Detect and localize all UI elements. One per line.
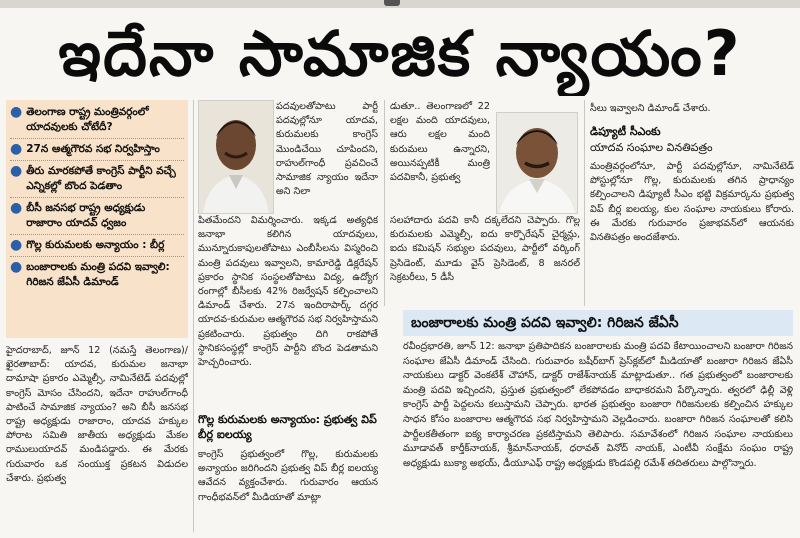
divider	[10, 197, 184, 198]
article-column-4-top	[590, 102, 794, 118]
highlight-item	[10, 164, 184, 194]
box-headline: బంజారాలకు మంత్రి పదవి ఇవ్వాలి: గిరిజన జేఏసీ	[403, 310, 793, 336]
bullet-icon: ●	[10, 141, 23, 157]
bullet-icon: ●	[10, 104, 23, 120]
highlight-item	[10, 142, 184, 157]
highlight-text: గొల్ల కురుమలకు అన్యాయం : బీర్ల	[26, 239, 165, 251]
article-column-2-top	[276, 100, 378, 212]
bullet-icon: ●	[10, 163, 23, 179]
subheading-yadava-petition: యాదవ సంఘాల వినతిపత్రం	[590, 141, 713, 154]
box-article	[403, 340, 793, 534]
article-text: సలహాదారు పదవి కానీ దక్కలేదని చెప్పారు. గొల్ల కురుమలకు ఎమ్మెల్సీ, ఐదు కార్పొరేషన్ చైర్మన్లు, ఐదు కమిషన్ సభ్యుల పదవులు, పార్టీలో వర్కింగ్ ప్రెసిడెంట్, మూడు వైస్ ప్రెసిడెంట్, 8 జనరల్ సెక్రటరీలు, 5 డీసీ	[390, 215, 580, 283]
column-rule	[193, 100, 194, 532]
headline: ఇదేనా సామాజిక న్యాయం?	[58, 17, 742, 90]
divider	[10, 160, 184, 161]
divider	[10, 256, 184, 257]
portrait-image	[199, 101, 273, 213]
highlight-item	[10, 105, 184, 135]
photo-beerla-ilaiah	[496, 112, 578, 214]
page-top-bar	[0, 0, 800, 8]
article-text: సీలు ఇవ్వాలని డిమాండ్ చేశారు.	[590, 103, 711, 114]
highlight-text: తీరు మారకపోతే కాంగ్రెస్ పార్టీని వచ్చే ఎన్నికల్లో బొంద పెడతాం	[26, 165, 176, 192]
article-column-2	[198, 214, 378, 408]
column-rule	[384, 100, 385, 306]
bullet-icon: ●	[10, 259, 23, 275]
article-text: రవీంద్రభారతి, జూన్ 12: జనాభా ప్రతిపాదికన బంజారాలకు మంత్రి పదవి కేటాయించాలని బంజారా గిరిజన సంఘాల జేఏసీ డిమాండ్ చేసింది. గురువారం బషీర్‌బాగ్ ప్రెస్‌క్లబ్‌లో మీడియాతో బంజారా గిరిజన జేఏసీ నాయకులు డాక్టర్ వెంకటేశ్ చౌహాన్, డాక్టర్ రాజేశ్‌నాయక్ మాట్లాడుతూ.. గత ప్రభుత్వంలో బంజారాలకు మంత్రి పదవి ఇచ్చిందని, ప్రస్తుత ప్రభుత్వంలో లేకపోవడం బాధాకరమని పేర్కొన్నారు. త్వరలో ఢిల్లీ వెళ్లి కాంగ్రెస్ పార్టీ పెద్దలను కలుస్తామని చెప్పారు. భారత ప్రభుత్వం బంజారా గిరిజనులకు కల్పించిన హక్కుల సాధన కోసం బంజారాల ఆత్మగౌరవ సభ నిర్వహిస్తామని వెల్లడించారు. బంజారా గిరిజన సంఘాలతో కలిసి పార్టీలకతీతంగా ఐక్య కార్యాచరణ ప్రకటిస్తామని తెలిపారు. సమావేశంలో గిరిజన సంఘాల నాయకులు మూడావత్ కార్తీక్‌నాయక్, శ్రీమాన్‌నాయక్, ధరావత్ వినోద్ నాయక్, ఎంటీవీ సంక్షేమ సంఘం రాష్ట్ర అధ్యక్షుడు బుక్యా అభయ్, డీయూఎఫ్ రాష్ట్ర అధ్యక్షుడు కొండపల్లి రమేశ్ తదితరులు పాల్గొన్నారు.	[403, 341, 793, 469]
article-column-3	[390, 214, 580, 306]
article-text: మంత్రివర్గంలోనూ, పార్టీ పదవుల్లోనూ, నామినేటెడ్ పోస్టుల్లోనూ గొల్ల, కురుమలకు తగిన ప్రాధాన్యం కల్పించాలని డిప్యూటీ సీఎం భట్టి విక్రమార్కను ప్రభుత్వ విప్ బీర్ల ఐలయ్య, కుల సంఘాల నాయకులు కోరారు. ఈ మేరకు గురువారం ప్రజాభవన్‌లో ఆయనకు వినతిపత్రం అందజేశారు.	[590, 161, 794, 244]
divider	[10, 234, 184, 235]
highlight-text: 27న ఆత్మగౌరవ సభ నిర్వహిస్తాం	[26, 143, 160, 155]
article-column-1	[6, 344, 188, 534]
article-text: డుతూ.. తెలంగాణలో 22 లక్షల మంది యాదవులు, ఆరు లక్షల మంది కురుమలు ఉన్నారని, అయినప్పటికీ మంత్రి పదవికానీ, ప్రభుత్వ	[390, 101, 490, 184]
article-text: పదవులతోపాటు పార్టీ పదవుల్లోనూ యాదవ, కురుమలకు కాంగ్రెస్ మొండిచేయి చూపిందని, రాహుల్‌గాంధీ ప్రవచించే సామాజిక న్యాయం ఇదేనా అని నిలా	[276, 101, 378, 198]
divider	[10, 138, 184, 139]
article-text: కాంగ్రెస్ ప్రభుత్వంలో గొల్ల, కురుమలకు అన్యాయం జరిగిందని ప్రభుత్వ విప్ బీర్ల ఐలయ్య ఆవేదన వ్యక్తంచేశారు. గురువారం ఆయన గాంధీభవన్‌లో మీడియాతో మాట్లా	[198, 449, 378, 503]
article-column-4	[590, 160, 794, 306]
highlight-item	[10, 201, 184, 231]
bullet-icon: ●	[10, 200, 23, 216]
photo-rajaram-yadav	[198, 100, 274, 214]
article-text: హైదరాబాద్, జూన్ 12 (నమస్తే తెలంగాణ)/ఖైరతాబాద్: యాదవ, కురుమల జనాభా దామాషా ప్రకారం ఎమ్మెల్సీ, నామినేటెడ్ పదవుల్లో కాంగ్రెస్ మోసం చేసిందని, ఇదేనా రాహుల్‌గాంధీ పాటించే సామాజిక న్యాయం? అని బీసీ జనసభ రాష్ట్ర అధ్యక్షుడు రాజారాం, యాదవ హక్కుల పోరాట సమితి జాతీయ అధ్యక్షుడు మేకల రాములుయాదవ్ మండిపడ్డారు. ఈ మేరకు గురువారం ఒక సంయుక్త ప్రకటన విడుదల చేశారు. ప్రభుత్వ	[6, 345, 188, 484]
page-marker	[384, 0, 400, 6]
highlight-item	[10, 260, 184, 290]
highlight-text: బీసీ జనసభ రాష్ట్ర అధ్యక్షుడు రాజారాం యాదవ్ ధ్వజం	[26, 202, 146, 229]
highlight-text: బంజారాలకు మంత్రి పదవి ఇవ్వాలి: గిరిజన జేఏసీ డిమాండ్	[26, 261, 170, 288]
bullet-icon: ●	[10, 237, 23, 253]
article-column-2-bottom	[198, 448, 378, 534]
highlight-text: తెలంగాణ రాష్ట్ర మంత్రివర్గంలో యాదవులకు చోటేదీ?	[26, 106, 149, 133]
subheading-deputy-cm: డిప్యూటీ సీఎంకు	[590, 125, 661, 138]
highlights-sidebar	[6, 100, 188, 338]
article-text: పితమేందని విమర్శించారు. ఇక్కడ అత్యధిక జనాభా కలిగిన యాదవులు, మున్నూరుకాపులతోపాటు ఎంబీసీలను విస్మరించి మంత్రి పదవులు ఇవ్వాలని, కామారెడ్డి డిక్లరేషన్ ప్రకారం స్థానిక సంస్థలతోపాటు విద్య, ఉద్యోగ రంగాల్లో బీసీలకు 42% రిజర్వేషన్ కల్పించాలని డిమాండ్ చేశారు. 27న ఇందిరాపార్క్ దగ్గర యాదవ-కురుమల ఆత్మగౌరవ సభ నిర్వహిస్తామని ప్రకటించారు. ప్రభుత్వం దిగి రాకపోతే స్థానికసంస్థల్లో కాంగ్రెస్ పార్టీని బొంద పెడతామని హెచ్చరించారు.	[198, 215, 378, 369]
highlight-item	[10, 238, 184, 253]
subheading-beerla-ilaiah: గొల్ల కురుమలకు అన్యాయం: ప్రభుత్వ విప్ బీర్ల ఐలయ్య	[198, 413, 377, 441]
portrait-image	[497, 113, 577, 213]
column-rule	[584, 100, 585, 306]
article-column-3-top	[390, 100, 490, 212]
